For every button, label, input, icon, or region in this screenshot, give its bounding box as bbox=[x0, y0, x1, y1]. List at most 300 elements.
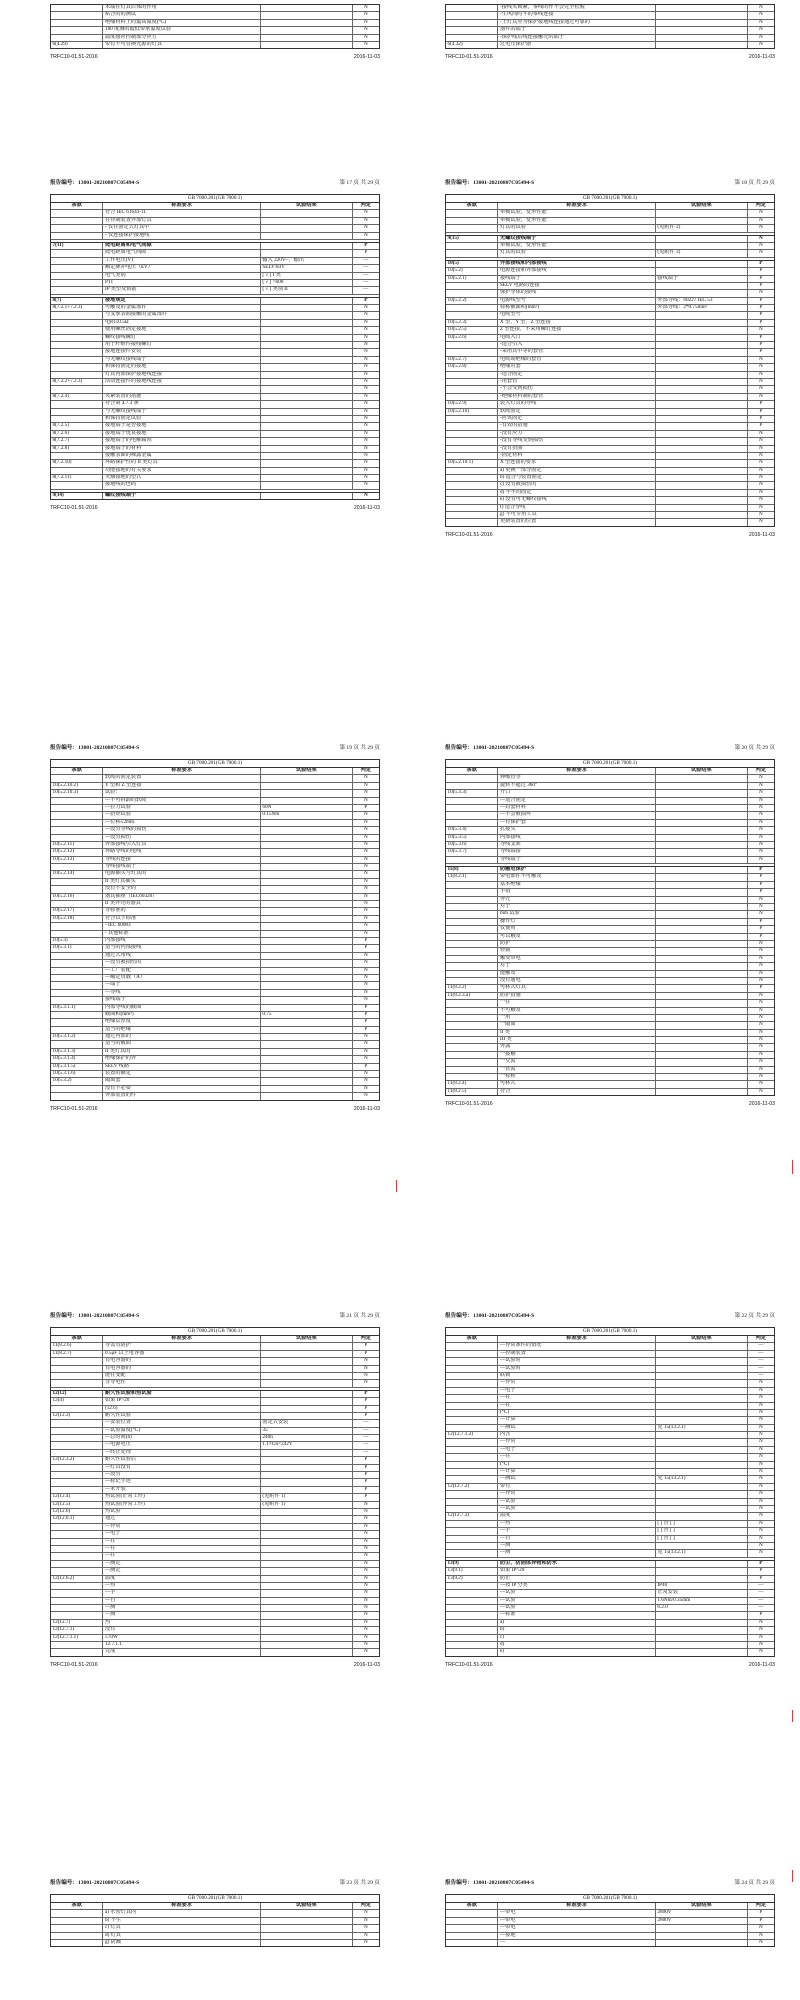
requirement-cell: 外部接线引入灯具 bbox=[103, 842, 260, 848]
clause-cell: 8(7.2.7) bbox=[51, 438, 103, 444]
verdict-cell: N bbox=[758, 1483, 763, 1489]
requirement-cell: —在 bbox=[498, 1454, 655, 1460]
clause-cell: 8(7.2.8) bbox=[51, 446, 103, 452]
table-row bbox=[446, 1521, 774, 1528]
clause-cell bbox=[51, 886, 103, 892]
verdict-cell: P bbox=[364, 1457, 368, 1463]
table-row bbox=[51, 1420, 379, 1427]
verdict-cell: N bbox=[758, 1066, 763, 1072]
result-cell bbox=[261, 1553, 353, 1559]
table-row bbox=[51, 1391, 379, 1398]
column-header: 判定 bbox=[755, 203, 767, 208]
clause-cell bbox=[446, 1044, 498, 1050]
page-number: 第 24 页 共 29 页 bbox=[734, 1880, 775, 1886]
result-cell bbox=[261, 1635, 353, 1641]
table-row bbox=[51, 1413, 379, 1420]
clause-cell bbox=[51, 1093, 103, 1099]
requirement-cell: 灯具的试验 bbox=[498, 250, 655, 256]
clause-cell: 10(5.3.1.5) bbox=[51, 1064, 103, 1070]
verdict-cell: N bbox=[758, 482, 763, 488]
footer-date: 2016-11-03 bbox=[353, 505, 380, 512]
table-row bbox=[51, 210, 379, 217]
requirement-cell: 对于 bbox=[498, 904, 655, 910]
result-cell bbox=[261, 879, 353, 885]
table-row bbox=[446, 867, 774, 874]
table-row bbox=[446, 1536, 774, 1543]
page-header bbox=[50, 1313, 380, 1323]
report-page bbox=[50, 180, 380, 516]
clause-cell bbox=[51, 812, 103, 818]
table-row bbox=[446, 897, 774, 904]
requirement-cell: —标准 bbox=[498, 1612, 655, 1618]
verdict-cell: P bbox=[364, 1390, 368, 1396]
verdict-cell: P bbox=[759, 933, 763, 939]
table-row bbox=[51, 990, 379, 997]
table-row bbox=[51, 798, 379, 805]
requirement-cell: —测 bbox=[103, 1612, 260, 1618]
clause-cell: 8(7.2.6) bbox=[51, 431, 103, 437]
table-row bbox=[51, 280, 379, 287]
red-margin-mark bbox=[792, 1710, 793, 1722]
result-cell bbox=[656, 401, 748, 407]
table-row bbox=[446, 519, 774, 525]
requirement-cell: 和保持固定试验 bbox=[103, 416, 260, 422]
table-row bbox=[51, 820, 379, 827]
table-row bbox=[446, 505, 774, 512]
table-row bbox=[51, 1064, 379, 1071]
table-row bbox=[51, 42, 379, 48]
result-cell bbox=[261, 475, 353, 481]
table-header bbox=[446, 203, 774, 210]
requirement-cell: 导线支架 bbox=[498, 842, 655, 848]
table-row bbox=[51, 475, 379, 482]
table-row bbox=[51, 1351, 379, 1358]
verdict-cell: N bbox=[363, 1560, 368, 1566]
table-row bbox=[446, 349, 774, 356]
result-cell bbox=[656, 283, 748, 289]
table-row bbox=[51, 298, 379, 305]
clause-cell bbox=[51, 1933, 103, 1939]
verdict-cell: N bbox=[363, 349, 368, 355]
clause-cell: 13(9.1) bbox=[446, 1568, 498, 1574]
clause-cell bbox=[446, 431, 498, 437]
clause-cell bbox=[446, 372, 498, 378]
verdict-cell: P bbox=[364, 1464, 368, 1470]
result-cell bbox=[261, 1524, 353, 1530]
verdict-cell: N bbox=[758, 782, 763, 788]
clause-cell bbox=[446, 379, 498, 385]
requirement-cell: —热 bbox=[498, 1521, 655, 1527]
clause-cell bbox=[51, 1605, 103, 1611]
table-row bbox=[51, 431, 379, 438]
table-row bbox=[51, 1546, 379, 1553]
verdict-cell: N bbox=[758, 1424, 763, 1430]
footer-date: 2016-11-03 bbox=[353, 54, 380, 61]
requirement-cell: 电缆入口 bbox=[498, 335, 655, 341]
requirement-cell: —拉力试验 bbox=[103, 805, 260, 811]
report-number: 报告编号：13001-20210807C05494-S bbox=[445, 180, 535, 186]
table-row bbox=[446, 482, 774, 489]
result-cell bbox=[261, 401, 353, 407]
result-cell bbox=[656, 20, 748, 26]
requirement-cell: 可移式 bbox=[498, 1081, 655, 1087]
clause-cell bbox=[446, 926, 498, 932]
table-row bbox=[51, 842, 379, 849]
clause-cell bbox=[51, 990, 103, 996]
requirement-cell: 温度 bbox=[498, 1513, 655, 1519]
table-row bbox=[446, 468, 774, 475]
result-cell: (见附件 2) bbox=[656, 225, 748, 231]
report-table bbox=[445, 1894, 775, 1947]
result-cell: [ ] 否 [ ] bbox=[656, 1521, 748, 1527]
result-cell bbox=[656, 210, 748, 216]
requirement-cell: 热试验(异常工作) bbox=[103, 1502, 260, 1508]
requirement-cell: -没有扭曲 bbox=[498, 446, 655, 452]
clause-cell bbox=[446, 35, 498, 41]
verdict-cell: N bbox=[758, 497, 763, 503]
requirement-cell: 导盖有防护 bbox=[103, 1343, 260, 1349]
report-number: 报告编号：13001-20210807C05494-S bbox=[50, 1313, 140, 1319]
verdict-cell: N bbox=[758, 1409, 763, 1415]
verdict-cell: N bbox=[758, 977, 763, 983]
requirement-cell: 防护措施 bbox=[498, 993, 655, 999]
requirement-cell: 无螺纹接线端子 bbox=[498, 236, 655, 242]
result-cell bbox=[261, 1918, 353, 1924]
result-cell bbox=[656, 261, 748, 267]
result-cell bbox=[261, 1642, 353, 1648]
result-cell bbox=[656, 1074, 748, 1080]
requirement-cell: -适合引入 bbox=[498, 342, 655, 348]
result-cell bbox=[656, 963, 748, 969]
verdict-cell: P bbox=[759, 260, 763, 266]
clause-cell: 10(5.2.10.2) bbox=[51, 783, 103, 789]
report-table bbox=[50, 4, 380, 49]
table-row bbox=[51, 1605, 379, 1612]
result-cell bbox=[261, 1034, 353, 1040]
result-cell bbox=[656, 1543, 748, 1549]
requirement-cell: —接地 bbox=[498, 1933, 655, 1939]
result-cell bbox=[261, 305, 353, 311]
verdict-cell: N bbox=[758, 242, 763, 248]
requirement-cell: 电源连接和外部接线 bbox=[498, 268, 655, 274]
clause-cell bbox=[446, 250, 498, 256]
verdict-cell: N bbox=[758, 948, 763, 954]
verdict-cell: N bbox=[363, 1553, 368, 1559]
result-cell bbox=[656, 971, 748, 977]
report-number: 报告编号：13001-20210807C05494-S bbox=[50, 745, 140, 751]
clause-cell: 12(12.7.3) bbox=[446, 1513, 498, 1519]
clause-cell bbox=[446, 1649, 498, 1655]
table-row bbox=[51, 908, 379, 915]
table-row bbox=[51, 225, 379, 232]
requirement-cell: 没有不安全的 bbox=[103, 886, 260, 892]
requirement-cell: 温度 bbox=[103, 1576, 260, 1582]
verdict-cell: P bbox=[759, 297, 763, 303]
table-row bbox=[446, 276, 774, 283]
table-row bbox=[446, 1351, 774, 1358]
column-header: 试验结果 bbox=[261, 1336, 353, 1342]
table-row bbox=[51, 357, 379, 364]
result-cell bbox=[261, 1561, 353, 1567]
clause-cell: 12(12.7.2) bbox=[446, 1484, 498, 1490]
table-row bbox=[51, 886, 379, 893]
page-header bbox=[50, 180, 380, 190]
result-cell bbox=[656, 1447, 748, 1453]
clause-cell bbox=[446, 1925, 498, 1931]
clause-cell bbox=[446, 1476, 498, 1482]
requirement-cell: 非导电性 bbox=[103, 1380, 260, 1386]
result-cell bbox=[261, 1413, 353, 1419]
verdict-cell: N bbox=[363, 1508, 368, 1514]
table-row bbox=[51, 287, 379, 294]
result-cell bbox=[261, 1605, 353, 1611]
verdict-cell: N bbox=[363, 475, 368, 481]
verdict-cell: N bbox=[363, 878, 368, 884]
clause-cell: 12(12.6.1) bbox=[51, 1516, 103, 1522]
verdict-cell: N bbox=[758, 1007, 763, 1013]
clause-cell bbox=[51, 775, 103, 781]
verdict-cell: P bbox=[364, 1026, 368, 1032]
result-cell: [ ] 否 [ ] bbox=[656, 1528, 748, 1534]
requirement-cell: 一交流 bbox=[498, 1059, 655, 1065]
clause-cell bbox=[446, 1499, 498, 1505]
result-cell: (见附件 3) bbox=[656, 250, 748, 256]
verdict-cell: — bbox=[758, 1365, 764, 1371]
clause-cell bbox=[446, 820, 498, 826]
table-row bbox=[446, 1918, 774, 1925]
clause-cell bbox=[51, 27, 103, 33]
requirement-cell: —封套材料 bbox=[498, 805, 655, 811]
result-cell bbox=[261, 871, 353, 877]
result-cell bbox=[656, 1454, 748, 1460]
clause-cell bbox=[51, 968, 103, 974]
clause-cell: 10(5.3.1.4) bbox=[51, 1056, 103, 1062]
requirement-cell: 可以触及 bbox=[498, 934, 655, 940]
result-cell bbox=[656, 335, 748, 341]
table-row bbox=[446, 394, 774, 401]
verdict-cell: N bbox=[758, 1550, 763, 1556]
table-row bbox=[51, 1494, 379, 1501]
table-row bbox=[446, 475, 774, 482]
table-header bbox=[51, 1903, 379, 1910]
table-row bbox=[51, 1620, 379, 1627]
column-header: 试验结果 bbox=[656, 768, 748, 774]
clause-cell bbox=[446, 1590, 498, 1596]
table-row bbox=[446, 882, 774, 889]
result-cell bbox=[656, 1410, 748, 1416]
verdict-cell: N bbox=[363, 1516, 368, 1522]
result-cell bbox=[656, 948, 748, 954]
verdict-cell: N bbox=[758, 1402, 763, 1408]
requirement-cell: 软缆的固定装置 bbox=[103, 775, 260, 781]
column-header: 判定 bbox=[360, 1336, 372, 1341]
requirement-cell: 能触及 bbox=[498, 971, 655, 977]
table-row bbox=[446, 1635, 774, 1642]
requirement-cell: 内含 bbox=[498, 1432, 655, 1438]
table-row bbox=[446, 926, 774, 933]
requirement-cell: 装置的额定 bbox=[103, 1071, 260, 1077]
result-cell bbox=[656, 1351, 748, 1357]
result-cell: 2800V bbox=[656, 1910, 748, 1916]
verdict-cell: N bbox=[363, 1925, 368, 1931]
clause-cell bbox=[446, 283, 498, 289]
clause-cell bbox=[51, 280, 103, 286]
table-row bbox=[51, 1435, 379, 1442]
page-number: 第 21 页 共 29 页 bbox=[339, 1313, 380, 1319]
result-cell bbox=[261, 409, 353, 415]
result-cell bbox=[261, 798, 353, 804]
clause-cell bbox=[446, 1506, 498, 1512]
requirement-cell: —控制装置 bbox=[498, 1351, 655, 1357]
verdict-cell: N bbox=[363, 1619, 368, 1625]
verdict-cell: N bbox=[363, 1932, 368, 1938]
verdict-cell: N bbox=[363, 430, 368, 436]
requirement-cell: —灯具没有 bbox=[103, 1465, 260, 1471]
table-row bbox=[446, 298, 774, 305]
table-row bbox=[51, 1649, 379, 1655]
clause-cell: 10(5.2.13) bbox=[51, 857, 103, 863]
result-cell bbox=[261, 233, 353, 239]
clause-cell bbox=[51, 287, 103, 293]
result-cell bbox=[261, 894, 353, 900]
requirement-cell: e) bbox=[498, 1649, 655, 1655]
verdict-cell: N bbox=[758, 1542, 763, 1548]
clause-cell: 10(5.3) bbox=[51, 938, 103, 944]
verdict-cell: P bbox=[364, 1063, 368, 1069]
requirement-cell: b) bbox=[498, 1627, 655, 1633]
table-row bbox=[51, 364, 379, 371]
result-cell: 0.75 bbox=[261, 1012, 353, 1018]
clause-cell bbox=[51, 372, 103, 378]
clause-cell bbox=[446, 1343, 498, 1349]
requirement-cell: 如果 IP>20 bbox=[498, 1568, 655, 1574]
table-row bbox=[446, 1933, 774, 1940]
requirement-cell: 手指 bbox=[498, 889, 655, 895]
result-cell bbox=[656, 1439, 748, 1445]
result-cell bbox=[261, 453, 353, 459]
table-row bbox=[446, 1380, 774, 1387]
verdict-cell: — bbox=[363, 1442, 369, 1448]
clause-cell bbox=[446, 1583, 498, 1589]
requirement-cell: SELV 电路的连接 bbox=[498, 283, 655, 289]
table-row bbox=[446, 941, 774, 948]
requirement-cell: 符合 bbox=[498, 1089, 655, 1095]
result-cell bbox=[656, 985, 748, 991]
clause-cell bbox=[51, 357, 103, 363]
standard-title: GB 7000.201(GB 7000.1) bbox=[446, 1328, 774, 1336]
result-cell bbox=[656, 867, 748, 873]
table-row bbox=[51, 493, 379, 499]
result-cell bbox=[261, 1049, 353, 1055]
requirement-cell: g) 防溅 bbox=[103, 1940, 260, 1946]
verdict-cell: N bbox=[363, 952, 368, 958]
verdict-cell: N bbox=[758, 386, 763, 392]
verdict-cell: N bbox=[758, 790, 763, 796]
table-row bbox=[446, 236, 774, 243]
clause-cell bbox=[51, 982, 103, 988]
result-cell bbox=[261, 218, 353, 224]
page-number: 第 17 页 共 29 页 bbox=[339, 180, 380, 186]
requirement-cell: a) bbox=[498, 1620, 655, 1626]
requirement-cell: —手 bbox=[498, 1528, 655, 1534]
clause-cell bbox=[446, 468, 498, 474]
result-cell bbox=[261, 342, 353, 348]
table-row bbox=[51, 1071, 379, 1078]
result-cell bbox=[261, 1487, 353, 1493]
table-row bbox=[51, 1093, 379, 1099]
table-row bbox=[51, 1627, 379, 1634]
requirement-cell: —异常 bbox=[103, 1524, 260, 1530]
column-header: 判定 bbox=[360, 768, 372, 773]
result-cell bbox=[261, 5, 353, 11]
requirement-cell: - IEC 60083 bbox=[103, 923, 260, 929]
clause-cell: 10(5.2.7) bbox=[446, 357, 498, 363]
verdict-cell: P bbox=[759, 334, 763, 340]
result-cell bbox=[656, 1403, 748, 1409]
verdict-cell: N bbox=[758, 1446, 763, 1452]
result-cell bbox=[656, 290, 748, 296]
result-cell bbox=[261, 1933, 353, 1939]
table-row bbox=[51, 1516, 379, 1523]
table-row bbox=[446, 963, 774, 970]
verdict-cell: N bbox=[363, 908, 368, 914]
requirement-cell: 12.7.1.1 bbox=[103, 1642, 260, 1648]
table-row bbox=[51, 1041, 379, 1048]
table-row bbox=[51, 864, 379, 871]
page-header bbox=[445, 745, 775, 755]
verdict-cell: N bbox=[363, 41, 368, 47]
clause-cell: 9(15) bbox=[446, 236, 498, 242]
table-row bbox=[446, 1388, 774, 1395]
table-row bbox=[446, 1576, 774, 1583]
clause-cell bbox=[51, 468, 103, 474]
requirement-cell: -保护线后线连接触壳的端子 bbox=[498, 35, 655, 41]
clause-cell bbox=[51, 1561, 103, 1567]
table-row bbox=[51, 423, 379, 430]
verdict-cell: N bbox=[363, 775, 368, 781]
table-row bbox=[446, 342, 774, 349]
standard-title: GB 7000.201(GB 7000.1) bbox=[51, 760, 379, 768]
clause-cell bbox=[446, 290, 498, 296]
report-page bbox=[445, 180, 775, 543]
result-cell bbox=[656, 798, 748, 804]
verdict-cell: N bbox=[363, 1071, 368, 1077]
verdict-cell: N bbox=[758, 504, 763, 510]
clause-cell: 6(4.29) bbox=[51, 42, 103, 48]
verdict-cell: N bbox=[758, 1528, 763, 1534]
result-cell bbox=[656, 460, 748, 466]
requirement-cell: —在 bbox=[103, 1553, 260, 1559]
clause-cell bbox=[51, 923, 103, 929]
result-cell bbox=[656, 1037, 748, 1043]
table-row bbox=[51, 849, 379, 856]
result-cell bbox=[656, 1506, 748, 1512]
verdict-cell: N bbox=[758, 378, 763, 384]
result-cell bbox=[261, 1450, 353, 1456]
clause-cell bbox=[51, 1086, 103, 1092]
table-row bbox=[446, 1067, 774, 1074]
verdict-cell: N bbox=[363, 997, 368, 1003]
result-cell bbox=[261, 379, 353, 385]
result-cell bbox=[656, 820, 748, 826]
table-row bbox=[51, 446, 379, 453]
table-row bbox=[446, 1432, 774, 1439]
requirement-cell: 装入灯具的导线 bbox=[498, 401, 655, 407]
result-cell bbox=[261, 1612, 353, 1618]
requirement-cell: 单极试验，变形性能 bbox=[498, 210, 655, 216]
page-number: 第 23 页 共 29 页 bbox=[339, 1880, 380, 1886]
verdict-cell: — bbox=[758, 1597, 764, 1603]
